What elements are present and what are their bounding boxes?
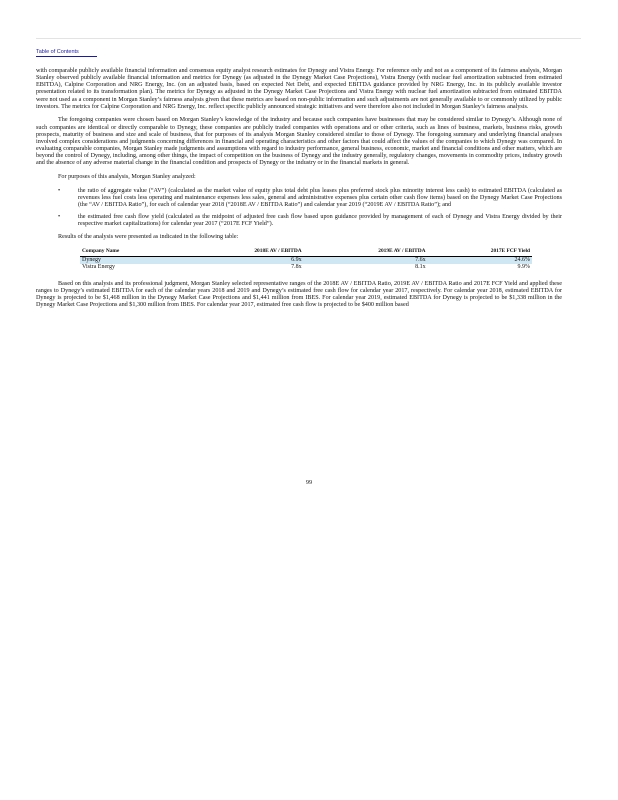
- table-row: [80, 264, 532, 271]
- cell-2019e: 7.6x: [304, 257, 428, 265]
- cell-2018e: 6.9x: [180, 257, 304, 265]
- page-body: [36, 68, 562, 316]
- bullet-item-av-ebitda: [36, 188, 562, 209]
- bullet-item-fcf-yield: [36, 214, 562, 228]
- bullet-marker: •: [58, 214, 61, 221]
- bullet-text: the estimated free cash flow yield (calculated as the midpoint of adjusted free cash flow based upon guidance provided by management of each of Dynegy and Vistra Energy divided by their respective market capitalizations) for calendar year 2017 (“2017E FCF Yield”).: [78, 214, 562, 228]
- cell-company: Dynegy: [80, 257, 180, 265]
- paragraph-analysis-intro: For purposes of this analysis, Morgan Stanley analyzed:: [58, 174, 196, 181]
- analysis-bullet-list: [36, 188, 562, 229]
- header-2019e-av-ebitda: 2019E AV / EBITDA: [304, 248, 428, 257]
- header-2018e-av-ebitda: 2018E AV / EBITDA: [180, 248, 304, 257]
- header-company-name: Company Name: [80, 248, 180, 257]
- paragraph-results-intro: Results of the analysis were presented as indicated in the following table:: [58, 234, 239, 241]
- table-of-contents-link[interactable]: Table of Contents: [36, 49, 97, 57]
- table-header-row: [80, 248, 532, 257]
- page-number: 99: [305, 479, 313, 486]
- cell-fcf-yield: 9.9%: [517, 264, 530, 271]
- header-2017e-fcf-yield: 2017E FCF Yield: [428, 248, 532, 257]
- cell-2019e: 8.1x: [415, 264, 426, 271]
- bullet-text: the ratio of aggregate value (“AV”) (calculated as the market value of equity plus total debt plus leases plus preferred stock plus minority interest less cash) to estimated EBITDA (calculated as revenues less fuel costs less operating and maintenance expenses less sales, general and administrative expenses plus certain other cash flow items) based on the Dynegy Market Case Projections (the “AV / EBITDA Ratio”), for each of calendar year 2018 (“2018E AV / EBITDA Ratio”) and calendar year 2019 (“2019E AV / EBITDA Ratio”); and: [78, 187, 562, 208]
- paragraph-comparable-companies: with comparable publicly available financial information and consensus equity analyst research estimates for Dynegy and Vistra Energy. For reference only and not as a component of its fairness analysis, Morgan Stanley observed publicly available financial information and metrics for Dynegy (as adjusted in the Dynegy Market Case Projections), Vistra Energy (with nuclear fuel amortization subtracted from estimated EBITDA), Calpine Corporation and NRG Energy, Inc. (on an adjusted basis, based on expected Net Debt, and expected EBITDA guidance provided by NRG Energy, Inc. in its publicly available investor presentation related to its transformation plan). The metrics for Dynegy as adjusted in the Dynegy Market Case Projections and Vistra Energy with nuclear fuel amortization subtracted from estimated EBITDA were not used as a component in Morgan Stanley’s fairness analysis given that these metrics are based on non-public information and such adjustments are not generally available to or commonly utilized by public investors. The metrics for Calpine Corporation and NRG Energy, Inc. reflect specific publicly announced strategic initiatives and were therefore also not included in Morgan Stanley’s fairness analysis.: [36, 68, 562, 110]
- paragraph-representative-ranges: Based on this analysis and its professional judgment, Morgan Stanley selected representative ranges of the 2018E AV / EBITDA Ratio, 2019E AV / EBITDA Ratio and 2017E FCF Yield and applied these ranges to Dynegy’s estimated EBITDA for each of the calendar years 2018 and 2019 and Dynegy’s estimated free cash flow for calendar year 2017, respectively. For calendar year 2018, estimated EBITDA for Dynegy is projected to be $1,468 million in the Dynegy Market Case Projections and $1,441 million from IBES. For calendar year 2019, estimated EBITDA for Dynegy is projected to be $1,338 million in the Dynegy Market Case Projections and $1,300 million from IBES. For calendar year 2017, estimated free cash flow is projected to be $400 million based: [36, 280, 562, 309]
- table-row: [80, 257, 532, 265]
- top-divider: [36, 38, 581, 39]
- bullet-marker: •: [58, 187, 61, 194]
- results-table: [80, 248, 532, 272]
- cell-fcf-yield: 24.6%: [428, 257, 532, 265]
- cell-2018e: 7.8x: [291, 264, 302, 271]
- paragraph-company-selection: The foregoing companies were chosen based on Morgan Stanley’s knowledge of the industry and because such companies have businesses that may be considered similar to Dynegy’s. Although none of such companies are identical or directly comparable to Dynegy, these companies are publicly traded companies with operations and or other criteria, such as lines of business, markets, business risks, growth prospects, maturity of business and size and scale of business, that for purposes of its analysis Morgan Stanley considered similar to those of Dynegy. The foregoing summary and underlying financial analyses involved complex considerations and judgments concerning differences in financial and operating characteristics and other factors that could affect the values of the companies to which Dynegy was compared. In evaluating comparable companies, Morgan Stanley made judgments and assumptions with regard to industry performance, general business, economic, market and financial conditions and other matters, which are beyond the control of Dynegy, including, among other things, the impact of competition on the business of Dynegy and the industry generally, regulatory changes, movements in commodity prices, industry growth and the absence of any adverse material change in the financial condition and prospects of Dynegy or the industry or in the financial markets in general.: [36, 117, 562, 167]
- cell-company: Vistra Energy: [82, 264, 116, 271]
